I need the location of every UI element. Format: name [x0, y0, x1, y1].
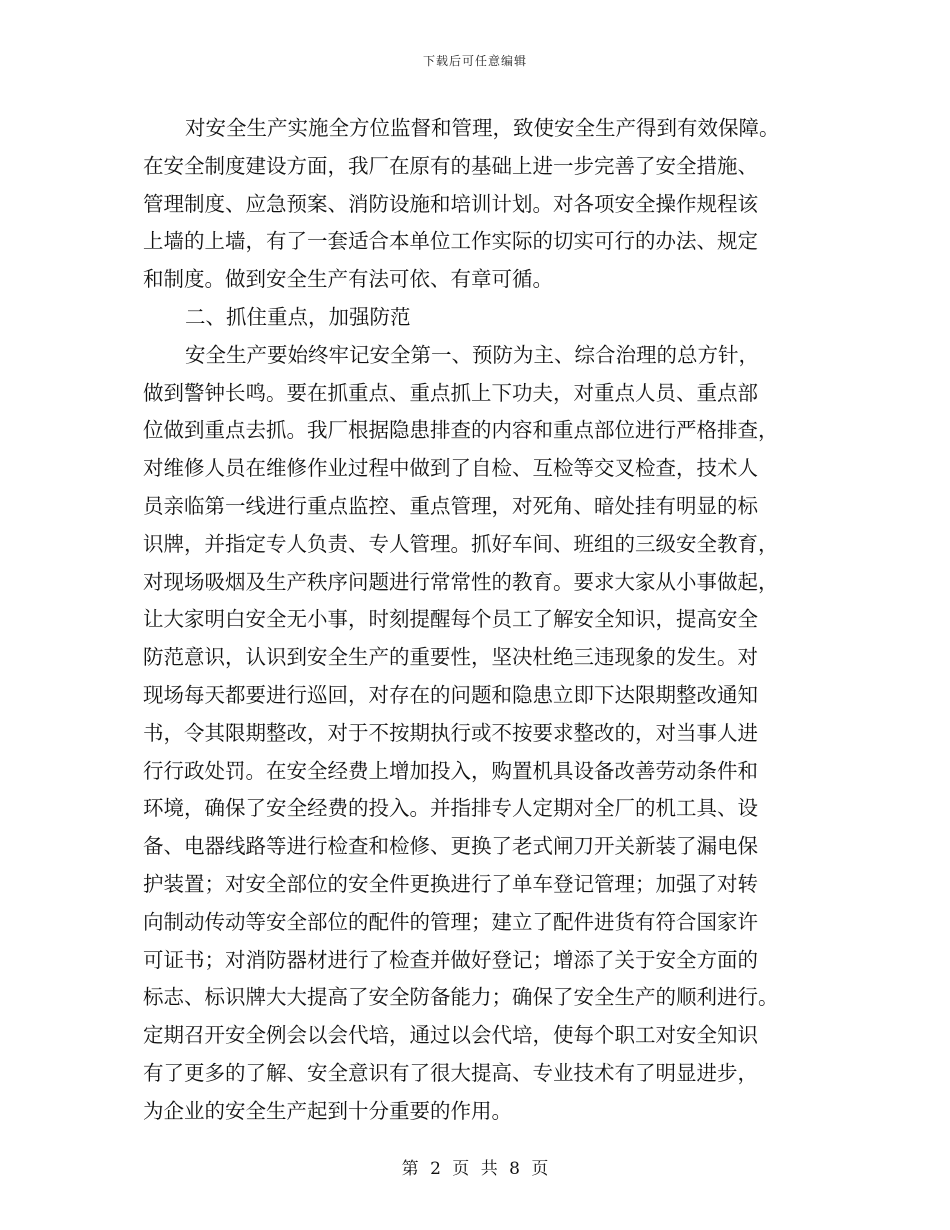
paragraph-line: 对现场吸烟及生产秩序问题进行常常性的教育。要求大家从小事做起， — [143, 569, 779, 594]
paragraph-line: 识牌，并指定专人负责、专人管理。抓好车间、班组的三级安全教育， — [143, 531, 779, 556]
paragraph-line: 让大家明白安全无小事，时刻提醒每个员工了解安全知识，提高安全 — [143, 607, 758, 632]
paragraph-line: 定期召开安全例会以会代培，通过以会代培，使每个职工对安全知识 — [143, 1023, 758, 1048]
paragraph-line: 书，令其限期整改，对于不按期执行或不按要求整改的，对当事人进 — [143, 720, 758, 745]
paragraph-line: 环境，确保了安全经费的投入。并指排专人定期对全厂的机工具、设 — [143, 796, 758, 821]
paragraph-line: 在安全制度建设方面，我厂在原有的基础上进一步完善了安全措施、 — [143, 153, 758, 178]
paragraph-line: 向制动传动等安全部位的配件的管理；建立了配件进货有符合国家许 — [143, 909, 758, 934]
paragraph-line: 有了更多的了解、安全意识有了很大提高、专业技术有了明显进步， — [143, 1060, 758, 1085]
paragraph-line: 备、电器线路等进行检查和检修、更换了老式闸刀开关新装了漏电保 — [143, 834, 758, 859]
paragraph-line: 管理制度、应急预案、消防设施和培训计划。对各项安全操作规程该 — [143, 191, 758, 216]
paragraph-line: 安全生产要始终牢记安全第一、预防为主、综合治理的总方针， — [185, 342, 759, 367]
paragraph-line: 对维修人员在维修作业过程中做到了自检、互检等交叉检查，技术人 — [143, 456, 758, 481]
body-text — [143, 110, 815, 1131]
paragraph-line: 标志、标识牌大大提高了安全防备能力；确保了安全生产的顺利进行。 — [143, 985, 779, 1010]
section-heading: 二、抓住重点，加强防范 — [185, 304, 411, 329]
paragraph-line: 现场每天都要进行巡回，对存在的问题和隐患立即下达限期整改通知 — [143, 682, 758, 707]
paragraph-line: 可证书；对消防器材进行了检查并做好登记；增添了关于安全方面的 — [143, 947, 758, 972]
paragraph-line: 和制度。做到安全生产有法可依、有章可循。 — [143, 267, 553, 292]
paragraph-line: 护装置；对安全部位的安全件更换进行了单车登记管理；加强了对转 — [143, 871, 758, 896]
paragraph-line: 为企业的安全生产起到十分重要的作用。 — [143, 1098, 512, 1123]
paragraph-line: 上墙的上墙，有了一套适合本单位工作实际的切实可行的办法、规定 — [143, 229, 758, 254]
paragraph-line: 对安全生产实施全方位监督和管理，致使安全生产得到有效保障。 — [185, 116, 780, 140]
paragraph-line: 位做到重点去抓。我厂根据隐患排查的内容和重点部位进行严格排查， — [143, 418, 779, 443]
paragraph-line: 员亲临第一线进行重点监控、重点管理，对死角、暗处挂有明显的标 — [143, 493, 758, 518]
header-note: 下载后可任意编辑 — [422, 54, 527, 68]
paragraph-line: 行行政处罚。在安全经费上增加投入，购置机具设备改善劳动条件和 — [143, 758, 758, 783]
paragraph-line: 防范意识，认识到安全生产的重要性，坚决杜绝三违现象的发生。对 — [143, 645, 758, 670]
page-number: 第 2 页 共 8 页 — [401, 1159, 549, 1179]
paragraph-line: 做到警钟长鸣。要在抓重点、重点抓上下功夫，对重点人员、重点部 — [143, 380, 758, 405]
